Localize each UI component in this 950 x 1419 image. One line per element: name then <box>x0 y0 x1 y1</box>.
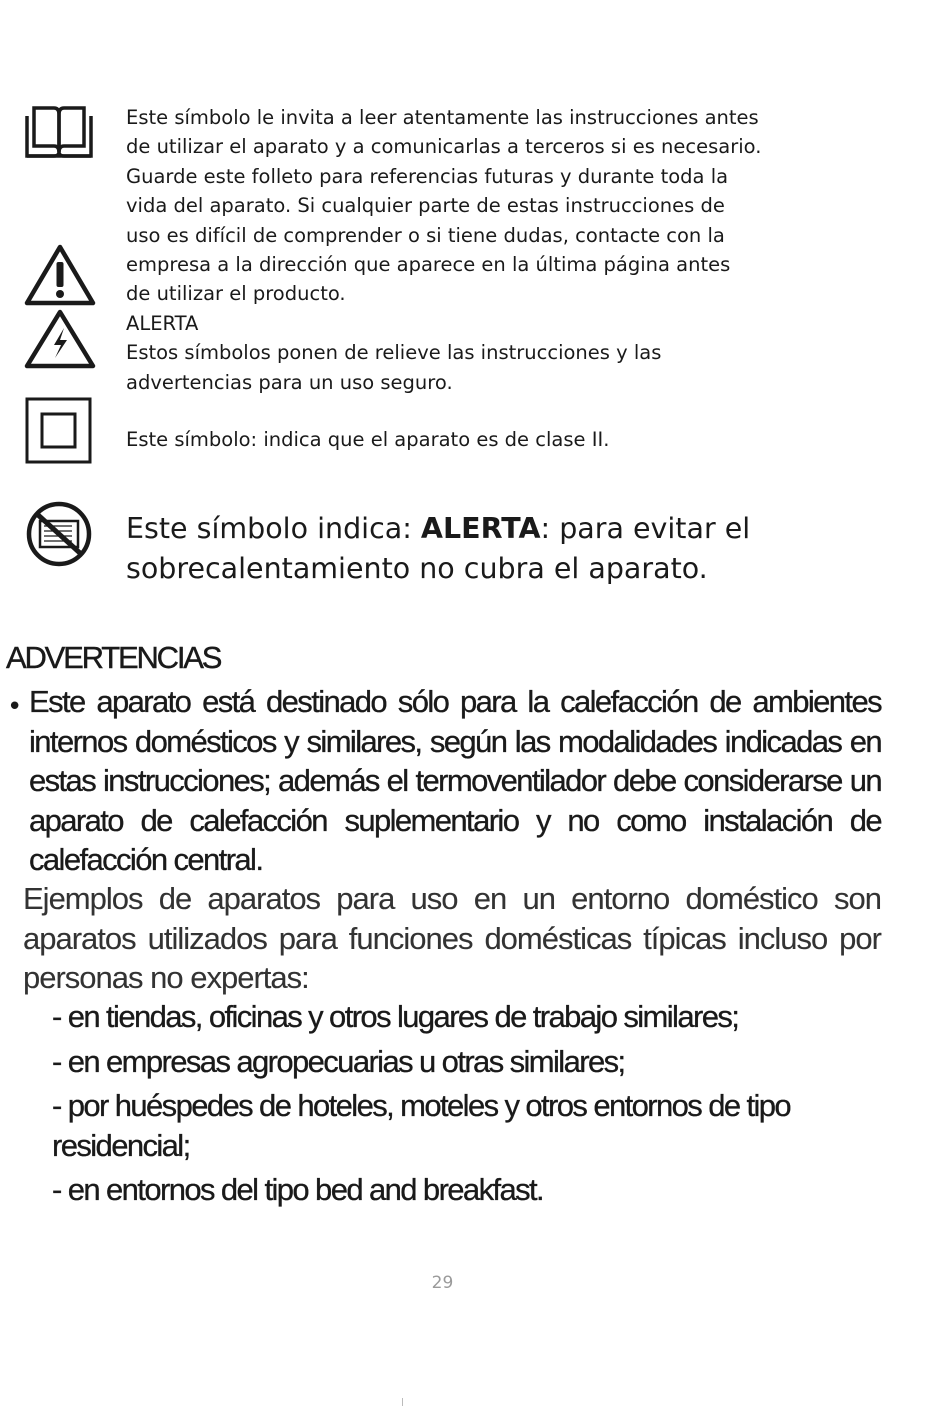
section-heading: ADVERTENCIAS <box>6 640 221 675</box>
intro-line: vida del aparato. Si cualquier parte de estas instrucciones de <box>126 194 725 218</box>
no-cover-strong: ALERTA <box>420 512 541 545</box>
intro-line: advertencias para un uso seguro. <box>126 370 453 394</box>
intro-line: uso es difícil de comprender o si tiene dudas, contacte con la <box>126 223 725 247</box>
open-book-icon <box>24 102 94 162</box>
list-item: - por huéspedes de hoteles, moteles y otros entornos de tipo residencial; <box>52 1088 791 1163</box>
alert-label: ALERTA <box>126 311 199 335</box>
intro-line: de utilizar el aparato y a comunicarlas a terceros si es necesario. <box>126 135 762 159</box>
exclamation-triangle-icon <box>24 243 96 307</box>
no-cover-line2: sobrecalentamiento no cubra el aparato. <box>126 552 708 585</box>
double-square-icon <box>25 397 93 465</box>
intro-line: Guarde este folleto para referencias futuras y durante toda la <box>126 164 729 188</box>
no-cover-prefix: Este símbolo indica: <box>126 512 421 545</box>
list-item: - en tiendas, oficinas y otros lugares de trabajo similares; <box>52 999 739 1034</box>
no-cover-suffix: : para evitar el <box>540 512 751 545</box>
bullet-paragraph: Este aparato está destinado sólo para la calefacción de ambientes internos domésticos y similares, según las modalidades indicadas en estas instrucciones; además el termoventilador debe considerarse un aparato de calefacción suplementario y no como instalación de calefacción central. <box>29 684 881 877</box>
list-item: - en empresas agropecuarias u otras similares; <box>52 1043 625 1079</box>
intro-paragraph <box>126 103 826 397</box>
list-item: - en entornos del tipo bed and breakfast. <box>52 1172 544 1207</box>
do-not-cover-icon <box>25 500 93 568</box>
examples-paragraph: Ejemplos de aparatos para uso en un entorno doméstico son aparatos utilizados para funciones domésticas típicas incluso por personas no expertas: <box>23 881 881 995</box>
class-ii-text: Este símbolo: indica que el aparato es de clase II. <box>126 428 610 451</box>
intro-line: Estos símbolos ponen de relieve las instrucciones y las <box>126 341 662 365</box>
bullet-icon: • <box>7 692 23 722</box>
footer-mark <box>402 1398 403 1406</box>
intro-line: Este símbolo le invita a leer atentamente las instrucciones antes <box>126 106 759 129</box>
intro-line: empresa a la dirección que aparece en la última página antes <box>126 253 731 277</box>
examples-list <box>52 997 882 1215</box>
no-cover-warning <box>126 509 846 589</box>
lightning-triangle-icon <box>24 308 96 370</box>
intro-line: de utilizar el producto. <box>126 282 346 306</box>
page-number: 29 <box>431 1273 454 1293</box>
